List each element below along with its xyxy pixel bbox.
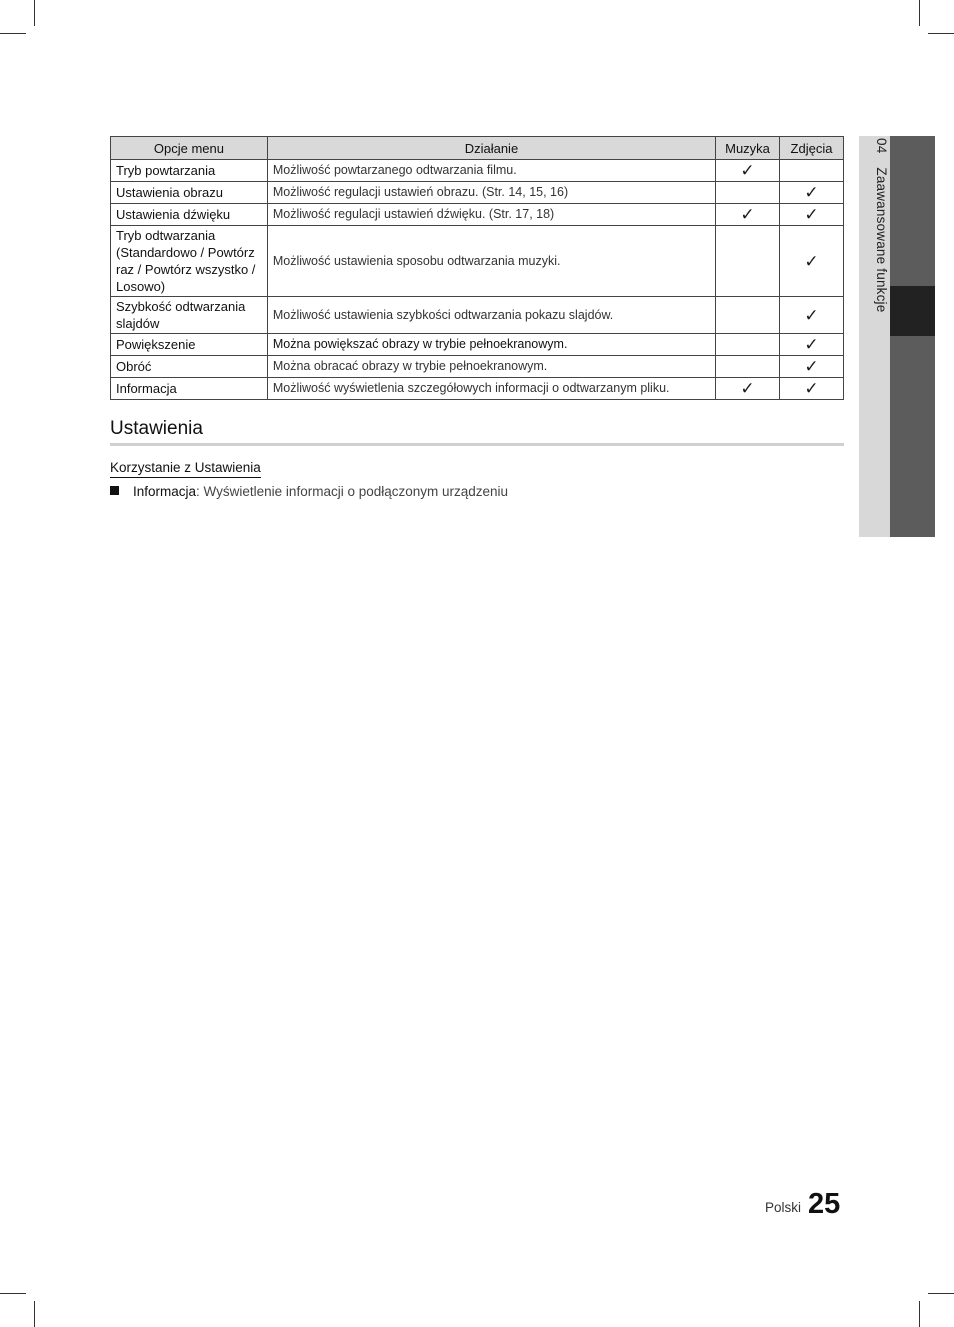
table-row (111, 334, 844, 356)
action-cell: Można powiększać obrazy w trybie pełnoekranowym. (267, 334, 715, 356)
chapter-label (874, 138, 889, 312)
photos-check: ✓ (780, 378, 844, 400)
table-row (111, 297, 844, 334)
table-row (111, 226, 844, 297)
photos-check: ✓ (780, 182, 844, 204)
crop-mark (928, 33, 954, 34)
table-row (111, 160, 844, 182)
photos-check: ✓ (780, 297, 844, 334)
option-cell: Obróć (111, 356, 268, 378)
music-check: ✓ (716, 378, 780, 400)
option-cell: Szybkość odtwarzania slajdów (111, 297, 268, 334)
crop-mark (0, 33, 26, 34)
action-cell: Możliwość ustawienia szybkości odtwarzania pokazu slajdów. (267, 297, 715, 334)
table-row (111, 182, 844, 204)
header-photos: Zdjęcia (780, 137, 844, 160)
photos-check: ✓ (780, 356, 844, 378)
music-check: ✓ (716, 204, 780, 226)
side-tab-strip (890, 136, 935, 537)
option-cell: Ustawienia dźwięku (111, 204, 268, 226)
chapter-number: 04 (874, 138, 889, 154)
music-check: ✓ (716, 160, 780, 182)
bullet-term: Informacja (133, 484, 197, 499)
photos-check: ✓ (780, 334, 844, 356)
photos-check: ✓ (780, 226, 844, 297)
option-cell: Ustawienia obrazu (111, 182, 268, 204)
music-check (716, 226, 780, 297)
option-cell: Informacja (111, 378, 268, 400)
table-header-row (111, 137, 844, 160)
section-title: Ustawienia (110, 418, 844, 446)
option-cell: Powiększenie (111, 334, 268, 356)
action-cell: Możliwość regulacji ustawień dźwięku. (Str. 17, 18) (267, 204, 715, 226)
chapter-title: Zaawansowane funkcje (874, 167, 889, 313)
action-cell: Możliwość wyświetlenia szczegółowych informacji o odtwarzanym pliku. (267, 378, 715, 400)
crop-mark (928, 1293, 954, 1294)
option-cell: Tryb powtarzania (111, 160, 268, 182)
bullet-item (110, 484, 508, 499)
menu-options-table (110, 136, 844, 400)
crop-mark (919, 0, 920, 26)
header-options: Opcje menu (111, 137, 268, 160)
music-check (716, 334, 780, 356)
action-cell: Możliwość regulacji ustawień obrazu. (Str. 14, 15, 16) (267, 182, 715, 204)
photos-check (780, 160, 844, 182)
music-check (716, 356, 780, 378)
header-action: Działanie (267, 137, 715, 160)
crop-mark (919, 1301, 920, 1327)
page-number: 25 (808, 1188, 841, 1220)
table-row (111, 204, 844, 226)
side-tab-active-marker (890, 286, 935, 336)
subheading: Korzystanie z Ustawienia (110, 460, 261, 478)
crop-mark (34, 1301, 35, 1327)
crop-mark (34, 0, 35, 26)
bullet-description: : Wyświetlenie informacji o podłączonym urządzeniu (196, 484, 509, 499)
photos-check: ✓ (780, 204, 844, 226)
action-cell: Możliwość powtarzanego odtwarzania filmu. (267, 160, 715, 182)
action-cell: Możliwość ustawienia sposobu odtwarzania muzyki. (267, 226, 715, 297)
music-check (716, 182, 780, 204)
square-bullet-icon (110, 486, 119, 495)
header-music: Muzyka (716, 137, 780, 160)
footer-language: Polski (765, 1200, 802, 1215)
crop-mark (0, 1293, 26, 1294)
music-check (716, 297, 780, 334)
action-cell: Można obracać obrazy w trybie pełnoekranowym. (267, 356, 715, 378)
table-row (111, 378, 844, 400)
table-row (111, 356, 844, 378)
option-cell: Tryb odtwarzania (Standardowo / Powtórz raz / Powtórz wszystko / Losowo) (111, 226, 268, 297)
